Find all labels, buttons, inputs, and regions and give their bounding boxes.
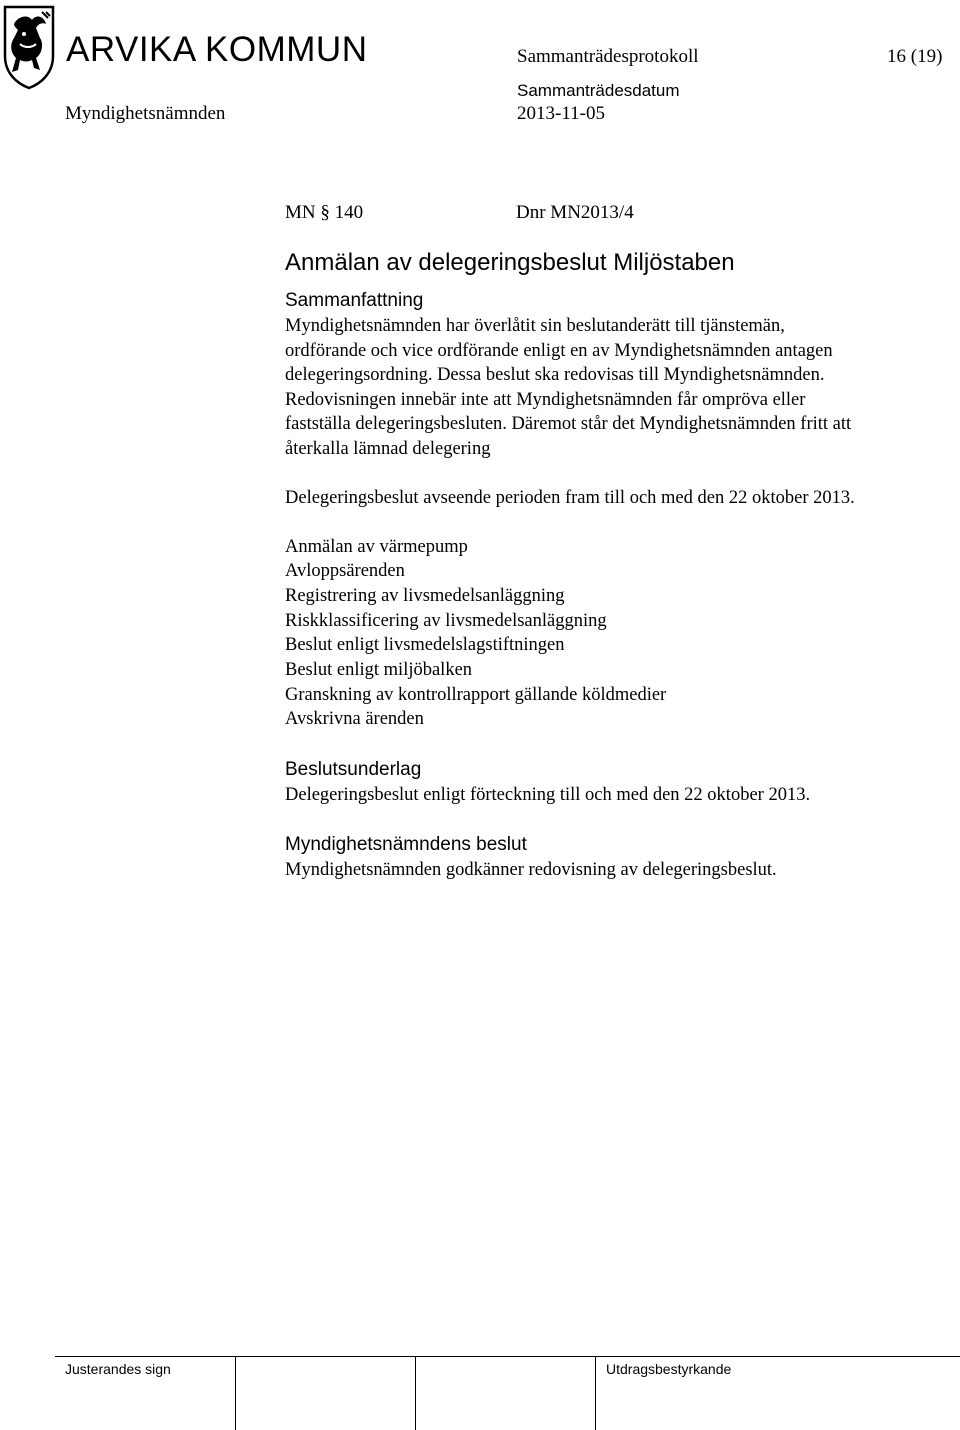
list-item: Riskklassificering av livsmedelsanläggning — [285, 610, 607, 631]
summary-line: Myndighetsnämnden har överlåtit sin beslutanderätt till tjänstemän, — [285, 316, 785, 336]
signature-footer — [0, 1356, 960, 1430]
case-title: Anmälan av delegeringsbeslut Miljöstaben — [285, 249, 735, 276]
footer-cell-divider — [235, 1356, 236, 1430]
org-logo-text: ARVIKA KOMMUN — [66, 30, 368, 69]
list-item: Avskrivna ärenden — [285, 709, 424, 730]
decision-type-list — [285, 535, 955, 733]
date-label: Sammanträdesdatum — [517, 81, 680, 100]
page-number: 16 (19) — [887, 46, 943, 67]
summary-line: återkalla lämnad delegering — [285, 438, 491, 459]
footer-cell-divider — [595, 1356, 596, 1430]
doc-type: Sammanträdesprotokoll — [517, 46, 699, 67]
summary-text — [285, 314, 955, 461]
sign-label: Justerandes sign — [65, 1361, 171, 1377]
committee-name: Myndighetsnämnden — [65, 103, 226, 124]
summary-line: ordförande och vice ordförande enligt en av Myndighetsnämnden antagen — [285, 340, 833, 361]
list-item: Registrering av livsmedelsanläggning — [285, 585, 565, 606]
document-body — [285, 202, 955, 882]
summary-line: Redovisningen innebär inte att Myndighetsnämnden får ompröva eller — [285, 389, 806, 410]
case-reference-row — [285, 202, 955, 232]
basis-text: Delegeringsbeslut enligt förteckning till och med den 22 oktober 2013. — [285, 785, 811, 806]
footer-cell-divider — [415, 1356, 416, 1430]
case-number: MN § 140 — [285, 202, 364, 223]
summary-line: fastställa delegeringsbesluten. Däremot står det Myndighetsnämnden fritt att — [285, 414, 852, 434]
summary-line: delegeringsordning. Dessa beslut ska redovisas till Myndighetsnämnden. — [285, 365, 825, 385]
list-item: Beslut enligt livsmedelslagstiftningen — [285, 635, 565, 656]
case-dnr: Dnr MN2013/4 — [516, 202, 634, 223]
list-item: Avloppsärenden — [285, 561, 405, 582]
extract-label: Utdragsbestyrkande — [606, 1361, 732, 1377]
decision-text: Myndighetsnämnden godkänner redovisning av delegeringsbeslut. — [285, 859, 777, 880]
basis-heading: Beslutsunderlag — [285, 759, 422, 781]
meeting-date: 2013-11-05 — [517, 103, 605, 124]
list-item: Beslut enligt miljöbalken — [285, 660, 473, 681]
decision-heading: Myndighetsnämndens beslut — [285, 833, 527, 855]
list-item: Granskning av kontrollrapport gällande köldmedier — [285, 684, 667, 705]
coat-of-arms-icon — [2, 4, 56, 90]
period-text: Delegeringsbeslut avseende perioden fram till och med den 22 oktober 2013. — [285, 488, 855, 508]
summary-heading: Sammanfattning — [285, 290, 424, 311]
footer-divider — [55, 1356, 960, 1357]
list-item: Anmälan av värmepump — [285, 536, 468, 557]
